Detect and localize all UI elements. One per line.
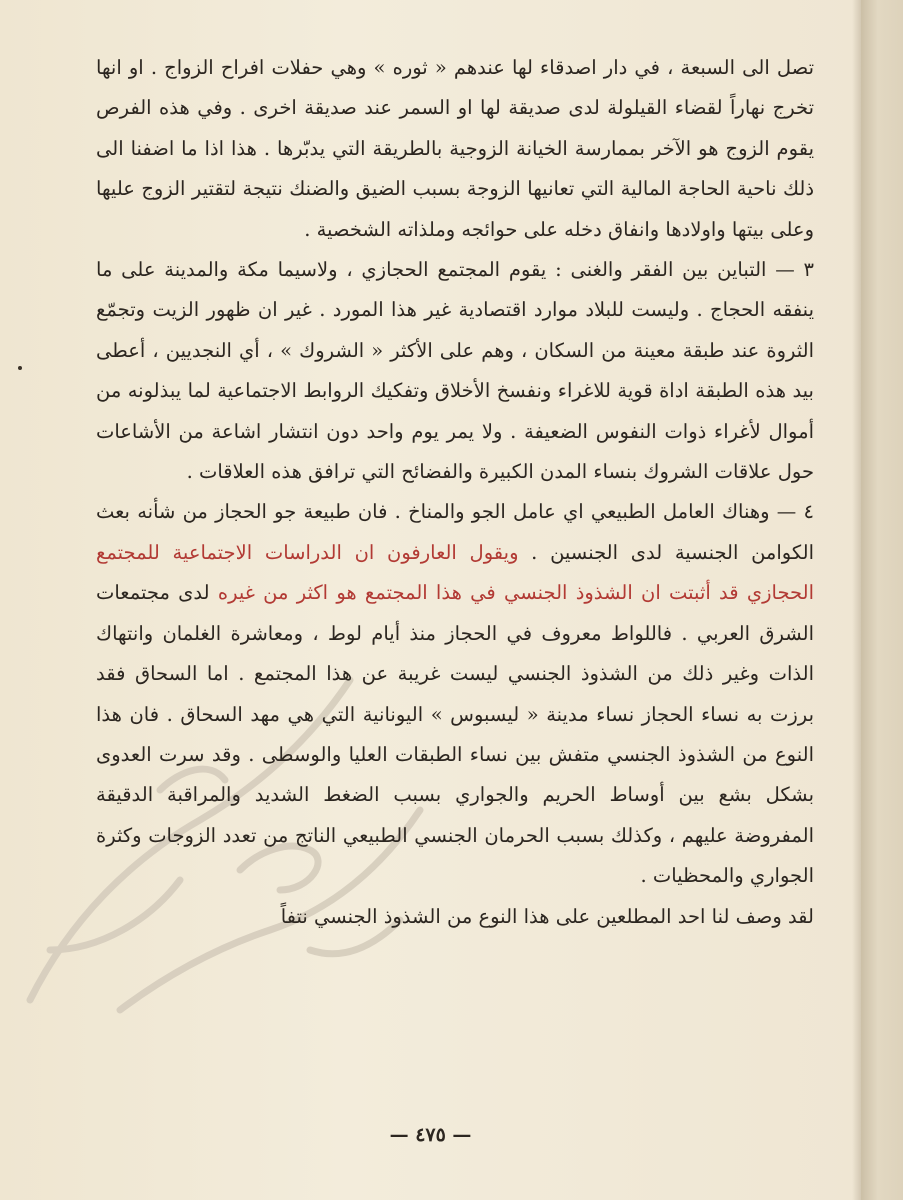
paragraph-4 [96, 897, 814, 937]
text-run: ٣ — التباين بين الفقر والغنى : يقوم المجتمع الحجازي ، ولاسيما مكة والمدينة على ما ينفقه الحجاج . وليست للبلاد موارد اقتصادية غير هذا المورد . غير ان ظهور الزيت وتجمّع الثروة عند طبقة معينة من السكان ، وهم على الأكثر « الشروك » ، أي النجديين ، أعطى بيد هذه الطبقة اداة قوية للاغراء ونفسخ الأخلاق وتفكيك الروابط الاجتماعية لما يبذلونه من أموال لأغراء ذوات النفوس الضعيفة . ولا يمر يوم واحد دون انتشار اشاعة من الأشاعات حول علاقات الشروك بنساء المدن الكبيرة والفضائح التي ترافق هذه العلاقات . [96, 258, 814, 484]
page-number: — ٤٧٥ — [389, 1124, 472, 1146]
margin-dot [18, 366, 22, 370]
text-run: ٤ — وهناك العامل الطبيعي اي عامل الجو والمناخ . فان طبيعة جو الحجاز من شأنه بعث الكوامن الجنسية لدى الجنسين . [96, 500, 814, 564]
paragraph-3 [96, 492, 814, 896]
paragraph-1 [96, 48, 814, 250]
highlighted-text: ويقول العارفون ان الدراسات الاجتماعية للمجتمع الحجازي قد أثبتت ان الشذوذ الجنسي في هذا المجتمع هو اكثر من غيره [96, 540, 815, 605]
page-text [96, 48, 814, 937]
text-run: لدى مجتمعات الشرق العربي . فاللواط معروف في الحجاز منذ أيام لوط ، ومعاشرة الغلمان وانتهاك الذات وغير ذلك من الشذوذ الجنسي ليست غريبة عن هذا المجتمع . اما السحاق فقد برزت به نساء الحجاز نساء مدينة « ليسبوس » اليونانية التي هي مهد السحاق . فان هذا النوع من الشذوذ الجنسي متفش بين نساء الطبقات العليا والوسطى . وقد سرت العدوى بشكل بشع بين أوساط الحريم والجواري بسبب الضغط الشديد والمراقبة الدقيقة المفروضة عليهم ، وكذلك بسبب الحرمان الجنسي الطبيعي الناتج من تعدد الزوجات وكثرة الجواري والمحظيات . [96, 581, 814, 888]
text-run: تصل الى السبعة ، في دار اصدقاء لها عندهم « ثوره » وهي حفلات افراح الزواج . او انها تخرج نهاراً لقضاء القيلولة لدى صديقة لها او السمر عند صديقة اخرى . وفي هذه الفرص يقوم الزوج هو الآخر بممارسة الخيانة الزوجية بالطريقة التي يدبّرها . هذا اذا ما اضفنا الى ذلك ناحية الحاجة المالية التي تعانيها الزوجة بسبب الضيق والضنك نتيجة لتقتير الزوج عليها وعلى بيتها واولادها وانفاق دخله على حوائجه وملذاته الشخصية . [96, 56, 814, 241]
paragraph-2 [96, 250, 814, 492]
page-edge [861, 0, 903, 1200]
text-run: لقد وصف لنا احد المطلعين على هذا النوع من الشذوذ الجنسي نتفاً [280, 904, 814, 928]
